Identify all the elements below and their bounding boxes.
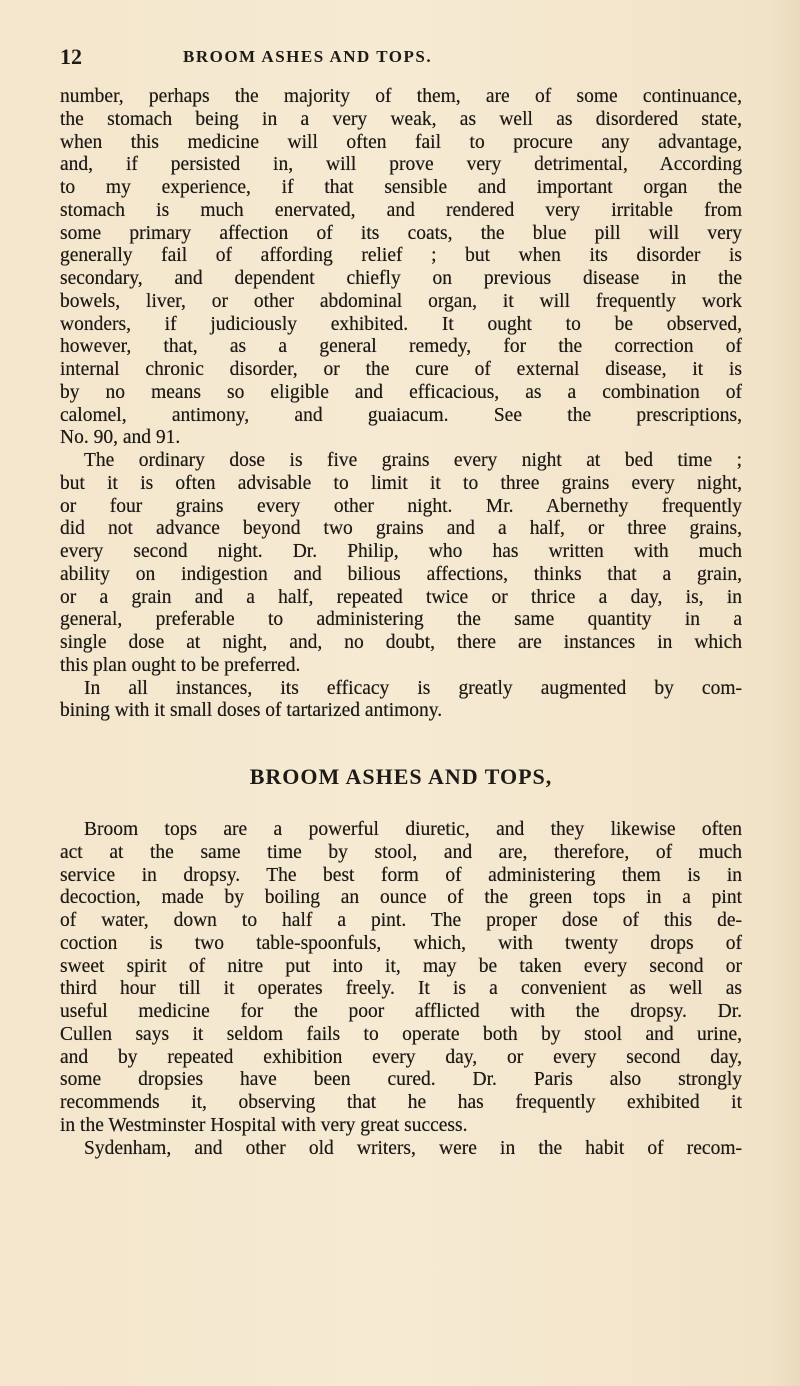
text-line: stomach is much enervated, and rendered very irritable from: [60, 199, 742, 221]
text-line: bowels, liver, or other abdominal organ, it will frequently work: [60, 290, 742, 312]
text-line: the stomach being in a very weak, as well as disordered state,: [60, 108, 742, 130]
text-line: however, that, as a general remedy, for the correction of: [60, 336, 742, 358]
text-line: some primary affection of its coats, the blue pill will very: [60, 222, 742, 244]
text-line: number, perhaps the majority of them, are of some continuance,: [60, 86, 742, 107]
text-line: every second night. Dr. Philip, who has written with much: [60, 541, 742, 562]
text-line: third hour till it operates freely. It is a convenient as well as: [60, 978, 742, 1000]
running-title: BROOM ASHES AND TOPS.: [183, 47, 433, 66]
text-line: bining with it small doses of tartarized antimony.: [60, 700, 443, 722]
text-line: service in dropsy. The best form of administering them is in: [60, 864, 742, 886]
page-number: 12: [60, 44, 82, 69]
text-line: generally fail of affording relief ; but when its disorder is: [60, 245, 742, 267]
text-line: Cullen says it seldom fails to operate both by stool and urine,: [60, 1023, 742, 1045]
text-line: general, preferable to administering the same quantity in a: [60, 609, 742, 631]
text-line: act at the same time by stool, and are, therefore, of much: [60, 841, 742, 863]
text-line: internal chronic disorder, or the cure of external disease, it is: [60, 359, 742, 380]
text-line: wonders, if judiciously exhibited. It ought to be observed,: [60, 313, 742, 335]
text-line: did not advance beyond two grains and a half, or three grains,: [60, 518, 742, 540]
text-line: recommends it, observing that he has frequently exhibited it: [60, 1092, 742, 1113]
text-line: secondary, and dependent chiefly on previous disease in the: [60, 268, 742, 289]
text-line: but it is often advisable to limit it to three grains every night,: [60, 472, 742, 494]
text-line: single dose at night, and, no doubt, there are instances in which: [60, 632, 742, 653]
text-line: this plan ought to be preferred.: [60, 654, 301, 676]
section-text: [60, 819, 742, 1160]
text-line: and by repeated exhibition every day, or every second day,: [60, 1046, 742, 1068]
text-line: or a grain and a half, repeated twice or thrice a day, is, in: [60, 586, 742, 608]
text-line: by no means so eligible and efficacious, as a combination of: [60, 381, 742, 403]
text-line: calomel, antimony, and guaiacum. See the prescriptions,: [60, 404, 742, 426]
text-line: The ordinary dose is five grains every night at bed time ;: [84, 450, 742, 471]
text-line: in the Westminster Hospital with very great success.: [60, 1114, 468, 1136]
text-line: to my experience, if that sensible and important organ the: [60, 177, 742, 198]
text-line: sweet spirit of nitre put into it, may be taken every second or: [60, 955, 742, 977]
page-body: [60, 86, 742, 1160]
text-line: Sydenham, and other old writers, were in the habit of recom-: [84, 1137, 742, 1159]
text-line: ability on indigestion and bilious affections, thinks that a grain,: [60, 563, 742, 585]
text-line: No. 90, and 91.: [60, 427, 181, 449]
text-line: of water, down to half a pint. The proper dose of this de-: [60, 910, 742, 931]
text-line: some dropsies have been cured. Dr. Paris also strongly: [60, 1069, 742, 1091]
section-text: [60, 86, 742, 723]
text-line: when this medicine will often fail to procure any advantage,: [60, 131, 742, 153]
text-line: Broom tops are a powerful diuretic, and they likewise often: [84, 819, 742, 840]
text-line: and, if persisted in, will prove very detrimental, According: [60, 154, 742, 176]
running-header: [0, 44, 800, 72]
text-line: coction is two table-spoonfuls, which, with twenty drops of: [60, 932, 742, 954]
text-line: or four grains every other night. Mr. Abernethy frequently: [60, 495, 742, 517]
text-line: decoction, made by boiling an ounce of the green tops in a pint: [60, 887, 742, 909]
section-heading: BROOM ASHES AND TOPS,: [249, 764, 553, 789]
text-line: In all instances, its efficacy is greatly augmented by com-: [84, 677, 742, 699]
text-line: useful medicine for the poor afflicted with the dropsy. Dr.: [60, 1001, 742, 1022]
